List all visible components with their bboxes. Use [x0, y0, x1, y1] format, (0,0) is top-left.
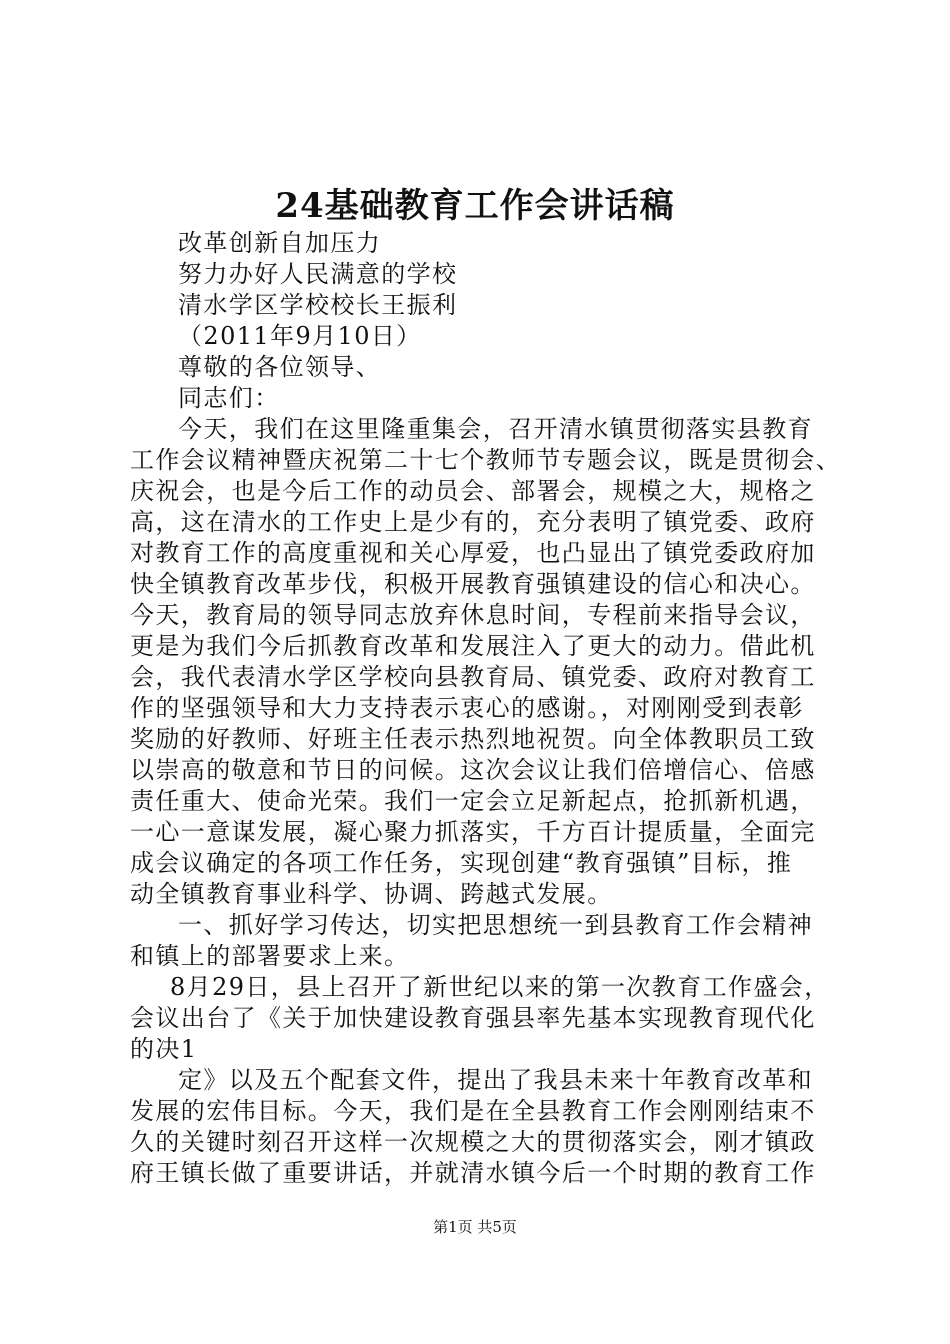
text-line: 更是为我们今后抓教育改革和发展注入了更大的动力。借此机 — [130, 632, 816, 660]
text-line: 奖励的好教师、好班主任表示热烈地祝贺。向全体教职员工致 — [130, 725, 816, 753]
text-line: 成会议确定的各项工作任务，实现创建“教育强镇”目标，推 — [130, 849, 793, 877]
text-line: 会议出台了《关于加快建设教育强县率先基本实现教育现代化 — [130, 1004, 816, 1032]
text-line: 发展的宏伟目标。今天，我们是在全县教育工作会刚刚结束不 — [130, 1097, 816, 1125]
text-line: 今天，我们在这里隆重集会，召开清水镇贯彻落实县教育 — [178, 415, 813, 443]
text-line: 的决1 — [130, 1035, 198, 1063]
text-line: 责任重大、使命光荣。我们一定会立足新起点，抢抓新机遇， — [130, 787, 816, 815]
text-line: 快全镇教育改革步伐，积极开展教育强镇建设的信心和决心。 — [130, 570, 816, 598]
section-heading-line: 一、抓好学习传达，切实把思想统一到县教育工作会精神 — [178, 911, 813, 939]
text-line: 定》以及五个配套文件，提出了我县未来十年教育改革和 — [178, 1066, 813, 1094]
text-line: （2011年9月10日） — [178, 322, 422, 350]
text-line: 改革创新自加压力 — [178, 229, 382, 257]
text-line: 清水学区学校校长王振利 — [178, 291, 458, 319]
text-line: 今天，教育局的领导同志放弃休息时间，专程前来指导会议， — [130, 601, 816, 629]
document-body — [130, 228, 842, 1189]
page-number-footer: 第1页 共5页 — [433, 1218, 517, 1236]
text-line: 努力办好人民满意的学校 — [178, 260, 458, 288]
text-line: 一心一意谋发展，凝心聚力抓落实，千方百计提质量，全面完 — [130, 818, 816, 846]
text-line: 作的坚强领导和大力支持表示衷心的感谢。，对刚刚受到表彰 — [130, 694, 804, 722]
text-line: 以崇高的敬意和节日的问候。这次会议让我们倍增信心、倍感 — [130, 756, 816, 784]
text-line: 动全镇教育事业科学、协调、跨越式发展。 — [130, 880, 613, 908]
text-line: 庆祝会，也是今后工作的动员会、部署会，规模之大，规格之 — [130, 477, 816, 505]
text-line: 府王镇长做了重要讲话，并就清水镇今后一个时期的教育工作 — [130, 1159, 816, 1187]
text-line: 对教育工作的高度重视和关心厚爱，也凸显出了镇党委政府加 — [130, 539, 816, 567]
text-line: 高，这在清水的工作史上是少有的，充分表明了镇党委、政府 — [130, 508, 816, 536]
section-heading-line: 和镇上的部署要求上来。 — [130, 942, 410, 970]
text-line: 久的关键时刻召开这样一次规模之大的贯彻落实会，刚才镇政 — [130, 1128, 816, 1156]
text-line: 尊敬的各位领导、 — [178, 353, 382, 381]
text-line: 会，我代表清水学区学校向县教育局、镇党委、政府对教育工 — [130, 663, 816, 691]
text-line: 8月29日，县上召开了新世纪以来的第一次教育工作盛会， — [170, 973, 830, 1001]
document-title: 24基础教育工作会讲话稿 — [275, 186, 675, 226]
text-line: 工作会议精神暨庆祝第二十七个教师节专题会议，既是贯彻会、 — [130, 446, 842, 474]
text-line: 同志们： — [178, 384, 280, 412]
